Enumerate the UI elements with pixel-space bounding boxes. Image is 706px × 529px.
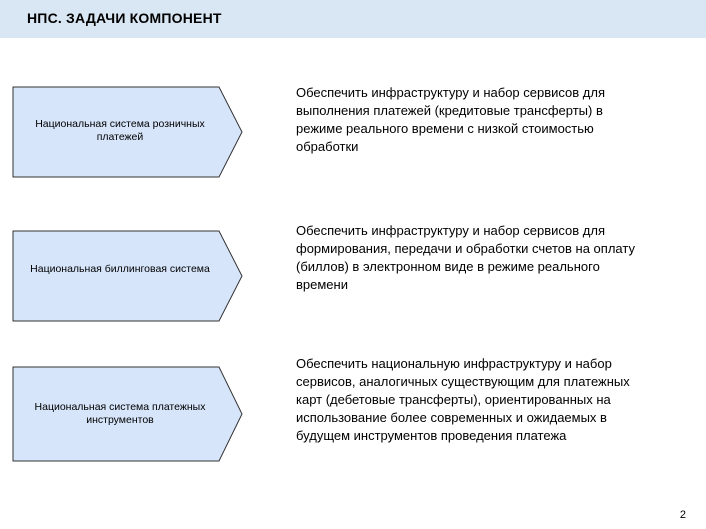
component-name: Национальная система розничных платежей xyxy=(35,118,205,143)
component-arrow-billing xyxy=(12,230,244,322)
arrow-shape xyxy=(12,230,244,322)
component-name: Национальная биллинговая система xyxy=(30,263,210,275)
component-description: Обеспечить инфраструктуру и набор сервисов для выполнения платежей (кредитовые трансферты) в режиме реального времени с низкой стоимостью обработки xyxy=(296,85,606,154)
component-arrow-payment-instruments xyxy=(12,366,244,462)
component-name: Национальная система платежных инструментов xyxy=(34,401,206,426)
page-number: 2 xyxy=(679,509,686,521)
header-bar xyxy=(0,0,706,38)
component-arrow-retail-payments xyxy=(12,86,244,178)
page-title: НПС. ЗАДАЧИ КОМПОНЕНТ xyxy=(27,10,222,26)
component-description: Обеспечить национальную инфраструктуру и набор сервисов, аналогичных существующим для платежных карт (дебетовые трансферты), ориентированных на использование более современных и ожидаемых в будущем инструментов проведения платежа xyxy=(296,356,630,443)
component-description: Обеспечить инфраструктуру и набор сервисов для формирования, передачи и обработки счетов на оплату (биллов) в электронном виде в режиме реального времени xyxy=(296,223,635,292)
